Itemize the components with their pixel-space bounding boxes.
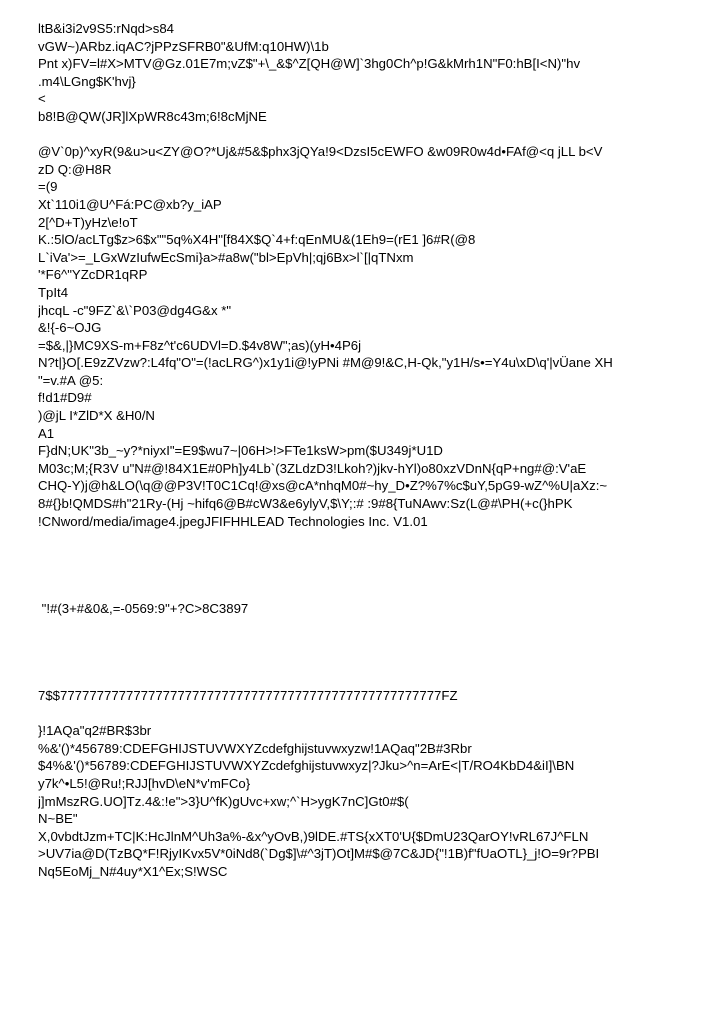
text-line: jhcqL -c"9FZ`&\`P03@dg4G&x *": [38, 302, 232, 318]
text-line: =(9: [38, 179, 58, 195]
document-page: [38, 20, 698, 881]
text-line: CHQ-Y)j@h&LO(\q@@P3V!T0C1Cq!@xs@cA*nhqM0#~hy_D•Z?%7%c$uY,5pG9-wZ^%U|aXz:~: [38, 478, 608, 494]
text-line: >UV7ia@D(TzBQ*F!RjyIKvx5V*0iNd8(`Dg$]\#^3jT)Ot]M#$@7C&JD{"!1B)f"fUaOTL}_j!O=9r?PBI: [38, 846, 600, 862]
text-line: A1: [38, 425, 55, 441]
text-line: Xt`110i1@U^Fá:PC@xb?y_iAP: [38, 196, 222, 212]
text-line: "=v.#A @5:: [38, 372, 104, 388]
text-line: 2[^D+T)yHz\e!oT: [38, 214, 138, 230]
text-line: TpIt4: [38, 284, 69, 300]
text-block-1: [38, 20, 698, 126]
text-line: zD Q:@H8R: [38, 161, 112, 177]
text-block-3: [38, 722, 698, 880]
text-line: f!d1#D9#: [38, 390, 92, 406]
spacer: [38, 705, 698, 723]
text-line: '*F6^"YZcDR1qRP: [38, 267, 148, 283]
text-line: M03c;M;{R3V u"N#@!84X1E#0Ph]y4Lb`(3ZLdzD3!Lkoh?)jkv-hYl)o80xzVDnN{qP+ng#@:V'aE: [38, 460, 587, 476]
text-line: Nq5EoMj_N#4uy*X1^Ex;S!WSC: [38, 863, 228, 879]
spacer: [38, 530, 698, 582]
spacer: [38, 582, 698, 600]
text-line: ltB&i3i2v9S5:rNqd>s84: [38, 21, 174, 36]
text-line: N~BE": [38, 811, 78, 827]
spacer: [38, 669, 698, 687]
text-line-isolated: 7$$7777777777777777777777777777777777777777777777777777FZ: [38, 688, 458, 703]
text-line: %&'()*456789:CDEFGHIJSTUVWXYZcdefghijstuvwxyzw!1AQaq"2B#3Rbr: [38, 740, 472, 756]
spacer: [38, 617, 698, 669]
text-line: =$&,|}MC9XS-m+F8z^t'c6UDVl=D.$4v8W";as)(yH•4P6j: [38, 337, 362, 353]
text-line: N?t|}O[.E9zZVzw?:L4fq"O"=(!acLRG^)x1y1i@!yPNi #M@9!&C,H-Qk,"y1H/s•=Y4u\xD\q'|vÜane XH: [38, 355, 613, 371]
text-line: F}dN;UK"3b_~y?*niyxI"=E9$wu7~|06H>!>FTe1ksW>pm($U349j*U1D: [38, 443, 443, 459]
spacer: [38, 126, 698, 144]
text-line: j]mMszRG.UO]Tz.4&:!e">3}U^fK)gUvc+xw;^`H>ygK7nC]Gt0#$(: [38, 793, 409, 809]
text-line: X,0vbdtJzm+TC|K:HcJlnM^Uh3a%-&x^yOvB,)9lDE.#TS{xXT0'U{$DmU23QarOY!vRL67J^FLN: [38, 828, 589, 844]
text-line: }!1AQa"q2#BR$3br: [38, 723, 152, 739]
text-line: @V`0p)^xyR(9&u>u<ZY@O?*Uj&#5&$phx3jQYa!9<DzsI5cEWFO &w09R0w4d•FAf@<q jLL b<V: [38, 144, 603, 160]
text-line: !CNword/media/image4.jpegJFIFHHLEAD Technologies Inc. V1.01: [38, 513, 428, 529]
text-line: y7k^•L5!@Ru!;RJJ[hvD\eN*v'mFCo}: [38, 775, 251, 791]
text-line: Pnt x)FV=l#X>MTV@Gz.01E7m;vZ$"+\_&$^Z[QH@W]`3hg0Ch^p!G&kMrh1N"F0:hB[I<N)"hv: [38, 56, 581, 72]
text-line-isolated: "!#(3+#&0&,=-0569:9"+?C>8C3897: [38, 600, 249, 616]
text-line: .m4\LGng$K'hvj}: [38, 73, 136, 89]
text-line: vGW~)ARbz.iqAC?jPPzSFRB0"&UfM:q10HW)\1b: [38, 38, 329, 54]
text-line: b8!B@QW(JR]lXpWR8c43m;6!8cMjNE: [38, 108, 267, 124]
text-line: $4%&'()*56789:CDEFGHIJSTUVWXYZcdefghijstuvwxyz|?Jku>^n=ArE<|T/RO4KbD4&iI]\BN: [38, 758, 575, 774]
text-line: )@jL I*ZlD*X &H0/N: [38, 408, 155, 424]
text-line: 8#{}b!QMDS#h"21Ry-(Hj ~hifq6@B#cW3&e6ylyV,$\Y;:# :9#8{TuNAwv:Sz(L@#\PH(+c(}hPK: [38, 496, 573, 512]
text-block-2: [38, 143, 698, 530]
text-line: L`iVa'>=_LGxWzIufwEcSmi}a>#a8w("bl>EpVh|;qj6Bx>l`[|qTNxm: [38, 249, 414, 265]
text-line: <: [38, 91, 46, 107]
text-line: &!{-6~OJG: [38, 320, 102, 336]
text-line: K.:5lO/acLTg$z>6$x""5q%X4H"[f84X$Q`4+f:qEnMU&(1Eh9=(rE1 ]6#R(@8: [38, 232, 476, 248]
